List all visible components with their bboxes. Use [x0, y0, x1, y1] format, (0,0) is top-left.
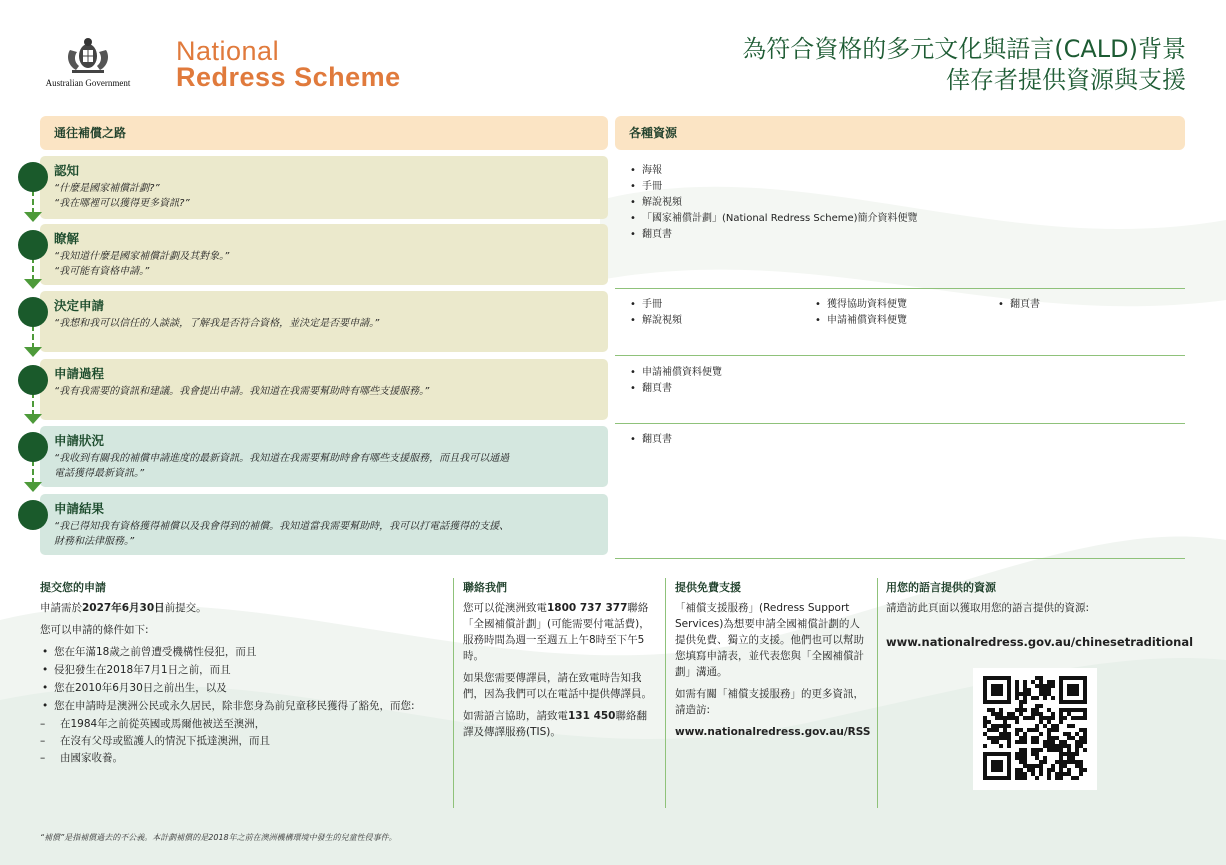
- stage-quote: “我在哪裡可以獲得更多資訊?”: [54, 198, 190, 209]
- title-line1: 為符合資格的多元文化與語言(CALD)背景: [742, 35, 1186, 63]
- resource-item: • 手冊: [630, 179, 918, 195]
- resources-group-2: [630, 297, 1185, 337]
- sub-condition-item: – 由國家收養。: [40, 750, 435, 766]
- sub-condition-item: – 在1984年之前從英國或馬爾他被送至澳洲，: [40, 716, 435, 732]
- resource-item: • 翻頁書: [630, 381, 722, 397]
- stage-quote: “什麼是國家補償計劃?”: [54, 183, 160, 194]
- page-title: [742, 34, 1186, 96]
- brand-line1: National: [176, 36, 280, 66]
- language-heading: 用您的語言提供的資源: [886, 581, 996, 594]
- resource-item: • 手冊: [630, 297, 682, 313]
- stage-dot-icon: [18, 500, 48, 530]
- stage-quote: “我有我需要的資訊和建議。我會提出申請。我知道在我需要幫助時有哪些支援服務。”: [54, 386, 430, 397]
- timeline-connector: [32, 392, 34, 416]
- contact-section: [463, 580, 655, 746]
- arrow-down-icon: [24, 279, 42, 289]
- stage-quote: 電話獲得最新資訊。”: [54, 468, 145, 479]
- resource-item: • 獲得協助資料便覽: [815, 297, 907, 313]
- contact-heading: 聯絡我們: [463, 581, 507, 594]
- resource-item: • 翻頁書: [998, 297, 1040, 313]
- condition-item: • 侵犯發生在2018年7月1日之前，而且: [40, 662, 435, 678]
- coat-of-arms-icon: [62, 36, 114, 76]
- arrow-down-icon: [24, 482, 42, 492]
- stage-understanding: [40, 224, 608, 285]
- sub-condition-item: – 在沒有父母或監護人的情況下抵達澳洲，而且: [40, 733, 435, 749]
- stage-application-status: [40, 426, 608, 487]
- condition-item: • 您在年滿18歲之前曾遭受機構性侵犯，而且: [40, 644, 435, 660]
- language-url-link[interactable]: www.nationalredress.gov.au/chinesetraditional: [886, 635, 1194, 649]
- timeline-connector: [32, 190, 34, 214]
- stage-title: 申請結果: [54, 501, 105, 516]
- stage-title: 瞭解: [54, 231, 80, 246]
- stage-title: 認知: [54, 163, 80, 178]
- resource-item: • 翻頁書: [630, 432, 672, 448]
- sub-conditions-list: [40, 716, 435, 766]
- stage-quote: 財務和法律服務。”: [54, 536, 135, 547]
- arrow-down-icon: [24, 212, 42, 222]
- stage-quote: “我可能有資格申請。”: [54, 266, 150, 277]
- qr-code[interactable]: [973, 668, 1097, 790]
- stage-title: 申請狀況: [54, 433, 105, 448]
- section-divider: [453, 578, 454, 808]
- qr-code-icon: [983, 676, 1087, 780]
- language-paragraph: 請造訪此頁面以獲取用您的語言提供的資源:: [886, 602, 1090, 614]
- support-paragraph: 「補償支援服務」(Redress Support Services)為想要申請全國補償計劃的人提供免費、獨立的支援。他們也可以幫助您填寫申請表，並代表您與「全國補償計劃」溝通。: [675, 602, 864, 678]
- resource-item: • 海報: [630, 163, 918, 179]
- resources-heading: 各種資源: [615, 116, 1185, 150]
- stage-decide-to-apply: [40, 291, 608, 352]
- timeline-connector: [32, 460, 34, 484]
- stage-quote: “我想和我可以信任的人談談，了解我是否符合資格，並決定是否要申請。”: [54, 318, 380, 329]
- tis-phone-number[interactable]: 131 450: [568, 710, 616, 722]
- stage-dot-icon: [18, 162, 48, 192]
- support-section: [675, 580, 871, 746]
- gov-label: Australian Government: [45, 78, 131, 88]
- resource-item: • 「國家補償計劃」(National Redress Scheme)簡介資料便覽: [630, 211, 918, 227]
- conditions-list: [40, 644, 435, 714]
- arrow-down-icon: [24, 414, 42, 424]
- support-url-link[interactable]: www.nationalredress.gov.au/RSS: [675, 726, 871, 738]
- stage-application-process: [40, 359, 608, 420]
- footnote: “補償”是指補償過去的不公義。本計劃補償的是2018年之前在澳洲機構環境中發生的兒童性侵事件。: [40, 833, 397, 842]
- tis-paragraph: 如需語言協助，請致電131 450聯絡翻譯及傳譯服務(TIS)。: [463, 710, 647, 738]
- stage-awareness: [40, 156, 608, 219]
- resource-divider: [615, 558, 1185, 559]
- stage-quote: “我知道什麼是國家補償計劃及其對象。”: [54, 251, 230, 262]
- condition-item: • 您在2010年6月30日之前出生，以及: [40, 680, 435, 696]
- stage-title: 決定申請: [54, 298, 105, 313]
- resource-item: • 申請補償資料便覽: [630, 365, 722, 381]
- resources-group-3: [630, 365, 722, 397]
- stage-quote: “我收到有關我的補償申請進度的最新資訊。我知道在我需要幫助時會有哪些支援服務，而且我可以通過: [54, 453, 510, 464]
- stage-dot-icon: [18, 230, 48, 260]
- resource-item: • 解說視頻: [630, 195, 918, 211]
- resource-item: • 申請補償資料便覽: [815, 313, 907, 329]
- resource-item: • 翻頁書: [630, 227, 918, 243]
- section-divider: [665, 578, 666, 808]
- australian-government-crest: [40, 36, 136, 94]
- condition-item: • 您在申請時是澳洲公民或永久居民，除非您身為前兒童移民獲得了豁免，而您:: [40, 698, 435, 714]
- language-section: [886, 580, 1194, 656]
- stage-application-outcome: [40, 494, 608, 555]
- phone-number[interactable]: 1800 737 377: [547, 602, 628, 614]
- timeline-connector: [32, 257, 34, 281]
- resource-divider: [615, 288, 1185, 289]
- contact-paragraph: 您可以從澳洲致電1800 737 377聯絡「全國補償計劃」(可能需要付電話費)，服務時間為週一至週五上午8時至下午5時。: [463, 602, 650, 662]
- interpreter-paragraph: 如果您需要傳譯員，請在致電時告知我們，因為我們可以在電話中提供傳譯員。: [463, 672, 652, 700]
- resources-group-1: [630, 163, 918, 243]
- brand-logo: [176, 38, 401, 90]
- timeline-connector: [32, 325, 34, 349]
- title-line2: 倖存者提供資源與支援: [946, 66, 1186, 94]
- support-heading: 提供免費支援: [675, 581, 741, 594]
- submit-heading: 提交您的申請: [40, 581, 106, 594]
- conditions-intro: 您可以申請的條件如下:: [40, 624, 149, 636]
- section-divider: [877, 578, 878, 808]
- deadline-text: 申請需於2027年6月30日前提交。: [40, 602, 207, 614]
- stage-dot-icon: [18, 365, 48, 395]
- stage-quote: “我已得知我有資格獲得補償以及我會得到的補償。我知道當我需要幫助時，我可以打電話獲得的支援、: [54, 521, 510, 532]
- resource-divider: [615, 423, 1185, 424]
- brand-line2: Redress Scheme: [176, 62, 401, 92]
- path-heading: 通往補償之路: [40, 116, 608, 150]
- deadline-date: 2027年6月30日: [82, 602, 165, 614]
- support-more-info: 如需有關「補償支援服務」的更多資訊，請造訪:: [675, 688, 864, 716]
- stage-dot-icon: [18, 432, 48, 462]
- stage-dot-icon: [18, 297, 48, 327]
- stage-title: 申請過程: [54, 366, 105, 381]
- submit-section: [40, 580, 435, 767]
- resources-group-4: [630, 432, 672, 448]
- resource-divider: [615, 355, 1185, 356]
- resource-item: • 解說視頻: [630, 313, 682, 329]
- arrow-down-icon: [24, 347, 42, 357]
